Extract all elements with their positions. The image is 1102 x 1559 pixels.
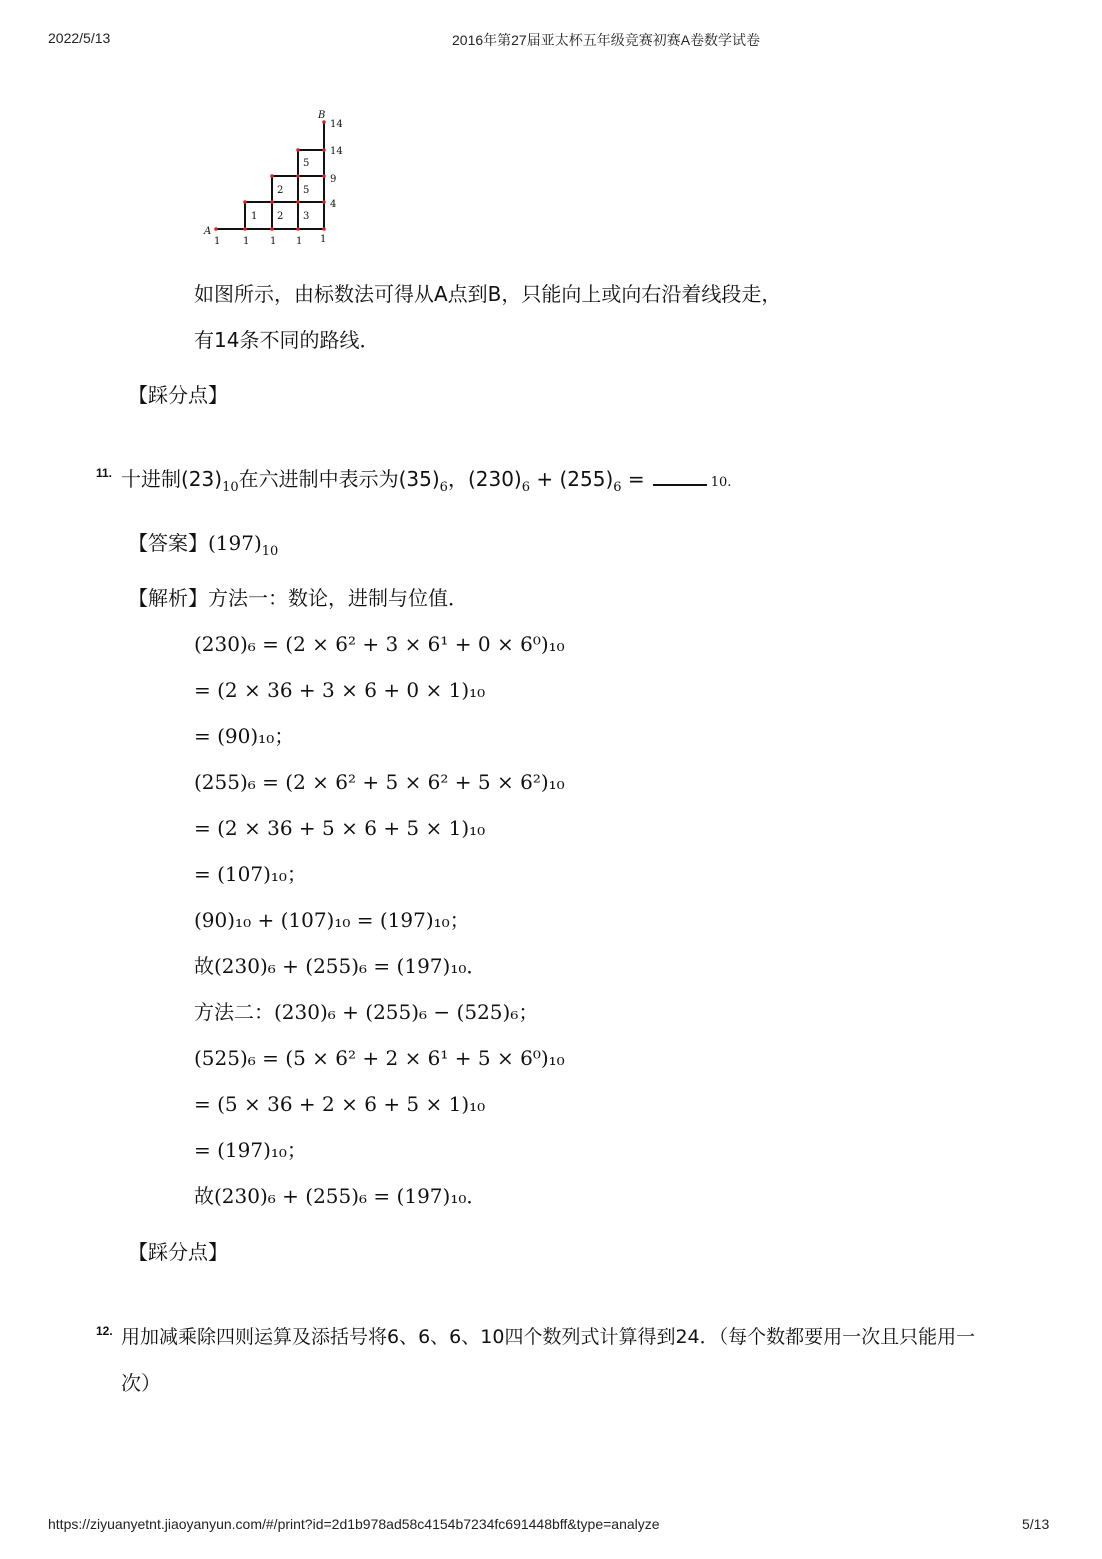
bottom-value: 1 xyxy=(214,236,221,247)
right-value: 14 xyxy=(330,146,343,157)
q11-stem: 十进制$(23)_{10}$在六进制中表示为$(35)_6$，$(230)_6 + (255)_6 = 10$. xyxy=(121,467,732,495)
q11-stem-d: + (255) xyxy=(530,467,614,491)
q12-stem-line1: 用加减乘除四则运算及添括号将6、6、6、10四个数列式计算得到24．（每个数都要用一次且只能用一 xyxy=(121,1326,976,1348)
step-line: 方法二：(230)₆ + (255)₆ − (525)₆； xyxy=(194,1000,539,1024)
label-a: A xyxy=(204,226,212,237)
analysis-label: 【解析】 xyxy=(128,586,208,610)
step-line: 故(230)₆ + (255)₆ = (197)₁₀． xyxy=(194,1184,487,1208)
answer-label: 【答案】 xyxy=(128,531,208,555)
bottom-value: 1 xyxy=(243,236,250,247)
answer-value: (197) xyxy=(208,531,262,555)
lattice-path-figure xyxy=(196,104,356,254)
cell-value: 3 xyxy=(303,211,310,222)
right-value: 9 xyxy=(330,174,337,185)
q11-stem-a: 十进制(23) xyxy=(121,467,223,491)
q12-number: 12. xyxy=(96,1324,113,1338)
step-line: (230)₆ = (2 × 6² + 3 × 6¹ + 0 × 6⁰)₁₀ xyxy=(194,632,565,656)
step-line: = (197)₁₀； xyxy=(194,1138,307,1162)
answer-sub: 10 xyxy=(261,544,279,559)
q11-analysis-heading xyxy=(128,585,468,611)
q11-stem-b: 在六进制中表示为(35) xyxy=(238,467,440,491)
cell-value: 2 xyxy=(277,211,284,222)
q12-stem-line2: 次） xyxy=(121,1371,161,1395)
step-line: 故(230)₆ + (255)₆ = (197)₁₀． xyxy=(194,954,487,978)
step-line: = (2 × 36 + 3 × 6 + 0 × 1)₁₀ xyxy=(194,678,486,702)
q11-stem-c: ，(230) xyxy=(447,467,522,491)
cell-value: 1 xyxy=(251,211,258,222)
header-date: 2022/5/13 xyxy=(48,30,111,46)
header-title: 2016年第27届亚太杯五年级竞赛初赛A卷数学试卷 xyxy=(452,32,761,48)
bottom-value: 1 xyxy=(320,234,327,245)
q11-stem-suffix: 10. xyxy=(710,475,732,490)
q11-points-label: 【踩分点】 xyxy=(128,1240,228,1264)
footer-url: https://ziyuanyetnt.jiaoyanyun.com/#/print?id=2d1b978ad58c4154b7234fc691448bff&type=analyze xyxy=(48,1516,660,1532)
cell-value: 5 xyxy=(303,158,310,169)
q10-explanation-line2: 有14条不同的路线． xyxy=(194,328,380,352)
step-line: (90)₁₀ + (107)₁₀ = (197)₁₀； xyxy=(194,908,470,932)
answer-blank xyxy=(653,484,707,486)
analysis-method1: 方法一：数论，进制与位值． xyxy=(208,586,468,610)
q11-stem-e: = xyxy=(621,467,645,491)
step-line: = (107)₁₀； xyxy=(194,862,307,886)
q11-number: 11. xyxy=(96,466,113,480)
step-line: (255)₆ = (2 × 6² + 5 × 6² + 5 × 6²)₁₀ xyxy=(194,770,565,794)
step-line: (525)₆ = (5 × 6² + 2 × 6¹ + 5 × 6⁰)₁₀ xyxy=(194,1046,565,1070)
cell-value: 2 xyxy=(277,185,284,196)
bottom-value: 1 xyxy=(270,236,277,247)
q10-explanation-line1: 如图所示，由标数法可得从A点到B，只能向上或向右沿着线段走， xyxy=(194,282,782,306)
label-b: B xyxy=(318,110,326,121)
right-value: 4 xyxy=(330,199,337,210)
cell-value: 5 xyxy=(303,185,310,196)
q11-answer xyxy=(128,530,278,565)
footer-page: 5/13 xyxy=(1022,1516,1050,1532)
step-line: = (90)₁₀； xyxy=(194,724,295,748)
step-line: = (2 × 36 + 5 × 6 + 5 × 1)₁₀ xyxy=(194,816,486,840)
right-value: 14 xyxy=(330,119,343,130)
bottom-value: 1 xyxy=(296,236,303,247)
step-line: = (5 × 36 + 2 × 6 + 5 × 1)₁₀ xyxy=(194,1092,486,1116)
q10-points-label: 【踩分点】 xyxy=(128,383,228,407)
